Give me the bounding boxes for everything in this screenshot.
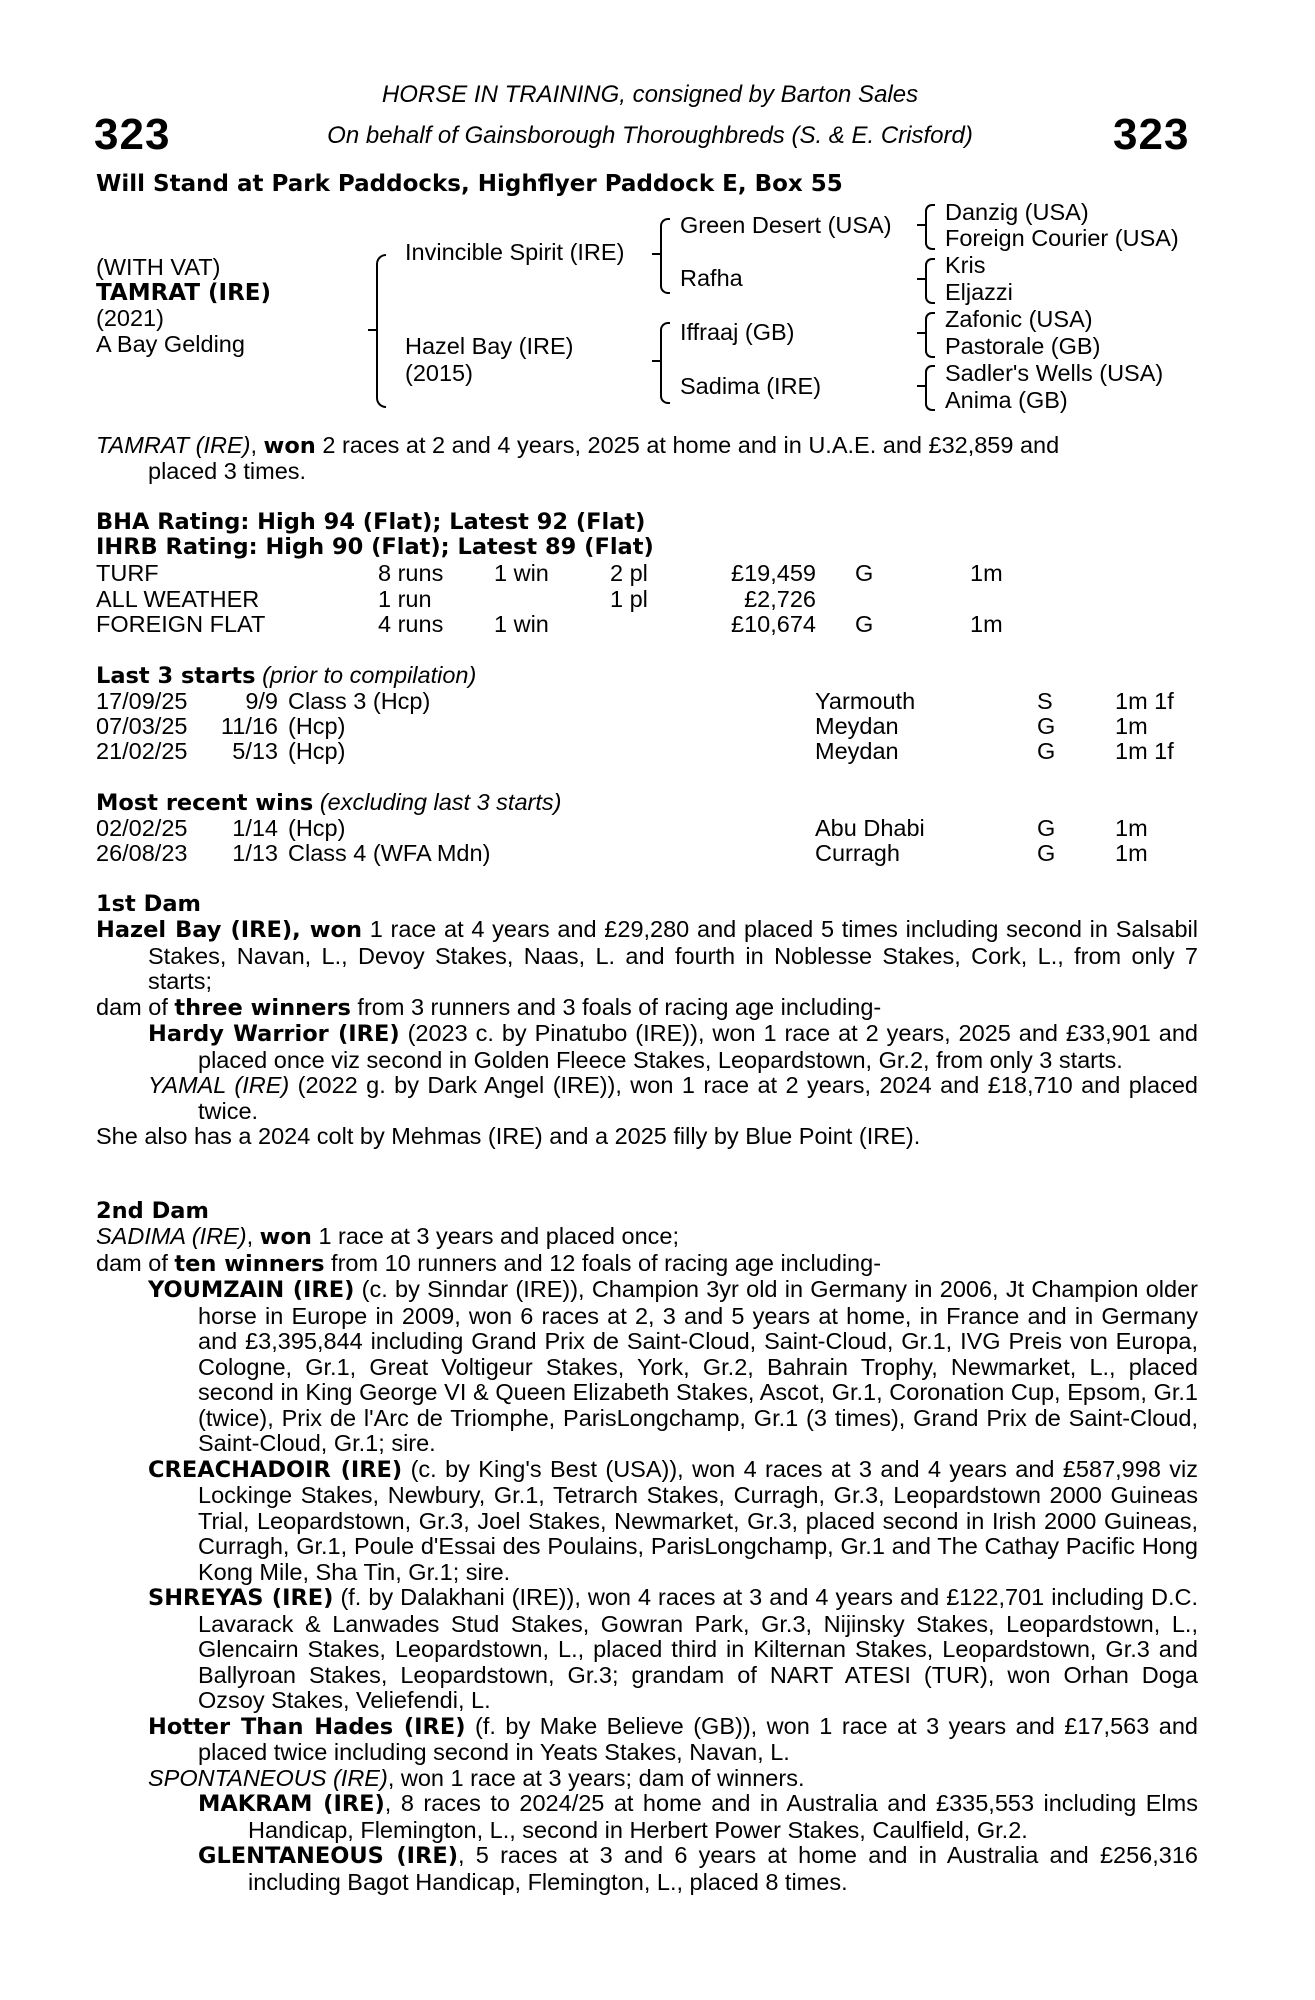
race: Class 4 (WFA Mdn) xyxy=(288,840,491,866)
sire-sire: Green Desert (USA) xyxy=(680,212,892,238)
race: (Hcp) xyxy=(288,738,346,764)
dam-of-count: ten winners xyxy=(174,1250,325,1277)
distance: 1m xyxy=(1115,840,1148,866)
race: (Hcp) xyxy=(288,713,346,739)
produce-entry xyxy=(148,1766,1198,1792)
course: Curragh xyxy=(815,840,900,866)
produce-name: YAMAL (IRE) xyxy=(148,1072,290,1098)
date: 21/02/25 xyxy=(96,738,188,764)
pedigree-brace-sire xyxy=(660,218,670,294)
pedigree-brace-main-point xyxy=(368,329,377,331)
recent-wins-note: (excluding last 3 starts) xyxy=(319,789,562,815)
date: 17/09/25 xyxy=(96,688,188,714)
pedigree-brace-sire-point xyxy=(652,253,661,255)
last-starts-title: Last 3 starts xyxy=(96,663,256,689)
pedigree-brace-dam-point xyxy=(652,360,661,362)
produce-text: (c. by Sinndar (IRE)), Champion 3yr old in Germany in 2006, Jt Champion older horse in Europe in 2009, won 6 races at 2, 3 and 5 years at home, in France and in Germany and £3,395,844 including Grand Prix de Saint-Cloud, Saint-Cloud, Gr.1, IVG Preis von Europa, Cologne, Gr.1, Great Voltigeur Stakes, York, Gr.2, Bahrain Trophy, Newmarket, L., placed second in King George VI & Queen Elizabeth Stakes, Ascot, Gr.1, Coronation Cup, Epsom, Gr.1 (twice), Prix de l'Arc de Triomphe, ParisLongchamp, Gr.1 (3 times), Grand Prix de Saint-Cloud, Saint-Cloud, Gr.1; sire. xyxy=(198,1276,1198,1456)
summary-text-2: placed 3 times. xyxy=(148,458,307,484)
ggs-8: Anima (GB) xyxy=(945,387,1068,413)
distance: 1m 1f xyxy=(1115,738,1174,764)
summary-horse-name: TAMRAT (IRE) xyxy=(96,432,251,458)
runs: 8 runs xyxy=(378,560,444,586)
produce-entry xyxy=(148,1021,1198,1073)
recent-wins-title: Most recent wins xyxy=(96,790,314,816)
going: G xyxy=(855,611,874,637)
first-dam-heading: 1st Dam xyxy=(96,891,201,917)
distance: 1m xyxy=(1115,713,1148,739)
dam-of-prefix: dam of xyxy=(96,993,175,1020)
vat-label: (WITH VAT) xyxy=(96,254,221,280)
first-dam-section xyxy=(96,917,1198,1150)
produce-text: (f. by Dalakhani (IRE)), won 4 races at 3 and 4 years and £122,701 including D.C. Lavarack & Lanwades Stud Stakes, Gowran Park, Gr.3, Nijinsky Stakes, Leopardstown, L., Glencairn Stakes, Leopardstown, L., placed third in Kilternan Stakes, Leopardstown, Gr.3 and Ballyroan Stakes, Leopardstown, Gr.3; grandam of NART ATESI (TUR), won Orhan Doga Ozsoy Stakes, Veliefendi, L. xyxy=(198,1584,1198,1713)
first-dam-name: Hazel Bay (IRE), won xyxy=(96,917,362,943)
prize: £10,674 xyxy=(731,611,816,637)
performance-summary: TAMRAT (IRE), won 2 races at 2 and 4 years, 2025 at home and in U.A.E. and £32,859 and xyxy=(96,432,1060,459)
distance: 1m xyxy=(970,560,1003,586)
lot-number-right: 323 xyxy=(1113,110,1190,159)
first-dam-record xyxy=(96,917,1198,995)
position: 11/16 xyxy=(220,713,278,739)
position: 9/9 xyxy=(245,688,278,714)
runs: 1 run xyxy=(378,586,432,612)
ggs-4: Eljazzi xyxy=(945,279,1013,305)
produce-text: , 8 races to 2024/25 at home and in Australia and £335,553 including Elms Handicap, Flemington, L., second in Herbert Power Stakes, Caulfield, Gr.2. xyxy=(248,1790,1198,1843)
produce-text: , won 1 race at 3 years; dam of winners. xyxy=(387,1764,805,1791)
sire-dam: Rafha xyxy=(680,265,743,291)
produce-entry xyxy=(148,1714,1198,1766)
pedigree-brace-g4-point xyxy=(917,385,926,387)
location-line: Will Stand at Park Paddocks, Highflyer Paddock E, Box 55 xyxy=(96,171,843,197)
produce-name: Hardy Warrior (IRE) xyxy=(148,1021,400,1047)
places: 2 pl xyxy=(610,560,648,586)
pedigree-brace-main xyxy=(376,254,386,408)
distance: 1m xyxy=(970,611,1003,637)
horse-identity xyxy=(96,255,271,357)
produce-text: (2022 g. by Dark Angel (IRE)), won 1 race at 2 years, 2024 and £18,710 and placed twice. xyxy=(198,1072,1198,1124)
produce-name: GLENTANEOUS (IRE) xyxy=(198,1843,458,1869)
produce-text: (c. by King's Best (USA)), won 4 races at 3 and 4 years and £587,998 viz Lockinge Stakes, Newbury, Gr.1, Tetrarch Stakes, Curragh, Gr.3, Leopardstown 2000 Guineas Trial, Leopardstown, Gr.3, Joel Stakes, Newmarket, Gr.3, placed second in Irish 2000 Guineas, Curragh, Gr.1, Poule d'Essai des Poulains, ParisLongchamp, Gr.1 and The Cathay Pacific Hong Kong Mile, Sha Tin, Gr.1; sire. xyxy=(198,1455,1198,1585)
position: 5/13 xyxy=(232,738,278,764)
produce-text: (f. by Make Believe (GB)), won 1 race at 3 years and £17,563 and placed twice including second in Yeats Stakes, Navan, L. xyxy=(198,1712,1198,1765)
pedigree-brace-g3 xyxy=(925,312,935,358)
pedigree-brace-g4 xyxy=(925,365,935,411)
surface: TURF xyxy=(96,560,159,586)
pedigree-brace-g3-point xyxy=(917,332,926,334)
produce-entry xyxy=(148,1277,1198,1457)
pedigree-brace-dam xyxy=(660,322,670,404)
horse-description: A Bay Gelding xyxy=(96,330,245,357)
first-dam-text: 1 race at 4 years and £29,280 and placed 5 times including second in Salsabil Stakes, Navan, L., Devoy Stakes, Naas, L. and fourth in Noblesse Stakes, Cork, L., from only 7 starts; xyxy=(148,916,1198,994)
date: 02/02/25 xyxy=(96,815,188,841)
second-dam-text: 1 race at 3 years and placed once; xyxy=(311,1223,680,1249)
second-dam-record: SADIMA (IRE), won 1 race at 3 years and placed once; xyxy=(96,1223,680,1250)
pedigree-brace-g1-point xyxy=(917,224,926,226)
consignment-title: HORSE IN TRAINING, consigned by Barton Sales xyxy=(381,81,919,108)
second-dam-section xyxy=(96,1224,1198,1895)
recent-wins-heading xyxy=(96,790,561,817)
prize: £2,726 xyxy=(744,586,816,612)
bha-rating: BHA Rating: High 94 (Flat); Latest 92 (Flat) xyxy=(96,509,646,535)
grand-produce-entry xyxy=(198,1843,1198,1895)
ggs-5: Zafonic (USA) xyxy=(945,306,1093,332)
summary-text: 2 races at 2 and 4 years, 2025 at home and in U.A.E. and £32,859 and xyxy=(315,432,1060,458)
produce-name: MAKRAM (IRE) xyxy=(198,1791,385,1817)
surface: FOREIGN FLAT xyxy=(96,611,266,637)
runs: 4 runs xyxy=(378,611,444,637)
dam: Hazel Bay (IRE) xyxy=(405,333,574,359)
produce-text: (2023 c. by Pinatubo (IRE)), won 1 race at 2 years, 2025 and £33,901 and placed once viz second in Golden Fleece Stakes, Leopardstown, Gr.2, from only 3 starts. xyxy=(198,1020,1198,1073)
going: S xyxy=(1037,688,1053,714)
produce-name: SHREYAS (IRE) xyxy=(148,1585,334,1611)
dam-of-count: three winners xyxy=(174,994,351,1021)
going: G xyxy=(855,560,874,586)
date: 26/08/23 xyxy=(96,840,188,866)
produce-entry xyxy=(148,1585,1198,1714)
places: 1 pl xyxy=(610,586,648,612)
date: 07/03/25 xyxy=(96,713,188,739)
horse-name: TAMRAT (IRE) xyxy=(96,279,272,306)
going: G xyxy=(1037,815,1056,841)
sire: Invincible Spirit (IRE) xyxy=(405,239,625,265)
produce-name: Hotter Than Hades (IRE) xyxy=(148,1713,466,1740)
going: G xyxy=(1037,840,1056,866)
last-starts-heading xyxy=(96,663,476,690)
ihrb-rating: IHRB Rating: High 90 (Flat); Latest 89 (Flat) xyxy=(96,534,654,560)
dam-dam: Sadima (IRE) xyxy=(680,373,822,399)
ggs-1: Danzig (USA) xyxy=(945,199,1089,225)
ggs-6: Pastorale (GB) xyxy=(945,333,1101,359)
produce-entry xyxy=(148,1457,1198,1586)
first-dam-produce-line xyxy=(96,995,1198,1022)
produce-name: CREACHADOIR (IRE) xyxy=(148,1456,403,1483)
wins: 1 win xyxy=(494,560,549,586)
distance: 1m xyxy=(1115,815,1148,841)
course: Yarmouth xyxy=(815,688,916,714)
position: 1/13 xyxy=(232,840,278,866)
second-dam-produce-line xyxy=(96,1251,1198,1278)
race: (Hcp) xyxy=(288,815,346,841)
second-dam-won: won xyxy=(259,1224,312,1250)
dam-sire: Iffraaj (GB) xyxy=(680,319,795,345)
dam-year: (2015) xyxy=(405,360,473,386)
last-starts-note: (prior to compilation) xyxy=(262,662,477,688)
course: Meydan xyxy=(815,713,899,739)
wins: 1 win xyxy=(494,611,549,637)
dam-of-suffix: from 10 runners and 12 foals of racing age including- xyxy=(324,1249,882,1276)
grand-produce-entry xyxy=(198,1791,1198,1843)
dam-of-suffix: from 3 runners and 3 foals of racing age including- xyxy=(350,993,882,1020)
going: G xyxy=(1037,738,1056,764)
foaling-year: (2021) xyxy=(96,305,164,331)
second-dam-name: SADIMA (IRE) xyxy=(96,1223,247,1249)
surface: ALL WEATHER xyxy=(96,586,260,612)
pedigree-brace-g2-point xyxy=(917,278,926,280)
going: G xyxy=(1037,713,1056,739)
dam-of-prefix: dam of xyxy=(96,1249,175,1276)
ggs-7: Sadler's Wells (USA) xyxy=(945,360,1164,386)
ggs-2: Foreign Courier (USA) xyxy=(945,225,1179,251)
lot-number-left: 323 xyxy=(94,110,171,159)
vendor-line: On behalf of Gainsborough Thoroughbreds (S. & E. Crisford) xyxy=(327,122,973,149)
produce-entry xyxy=(148,1073,1198,1124)
race: Class 3 (Hcp) xyxy=(288,688,431,714)
produce-text: , 5 races at 3 and 6 years at home and in Australia and £256,316 including Bagot Handicap, Flemington, L., placed 8 times. xyxy=(248,1842,1198,1895)
pedigree-brace-g1 xyxy=(925,204,935,250)
pedigree-brace-g2 xyxy=(925,258,935,304)
first-dam-also: She also has a 2024 colt by Mehmas (IRE) and a 2025 filly by Blue Point (IRE). xyxy=(96,1123,921,1149)
produce-name: SPONTANEOUS (IRE) xyxy=(148,1764,388,1791)
course: Abu Dhabi xyxy=(815,815,925,841)
produce-name: YOUMZAIN (IRE) xyxy=(148,1277,355,1303)
position: 1/14 xyxy=(232,815,278,841)
course: Meydan xyxy=(815,738,899,764)
distance: 1m 1f xyxy=(1115,688,1174,714)
prize: £19,459 xyxy=(731,560,816,586)
summary-won: won xyxy=(263,433,316,459)
ggs-3: Kris xyxy=(945,252,986,278)
second-dam-heading: 2nd Dam xyxy=(96,1198,209,1224)
